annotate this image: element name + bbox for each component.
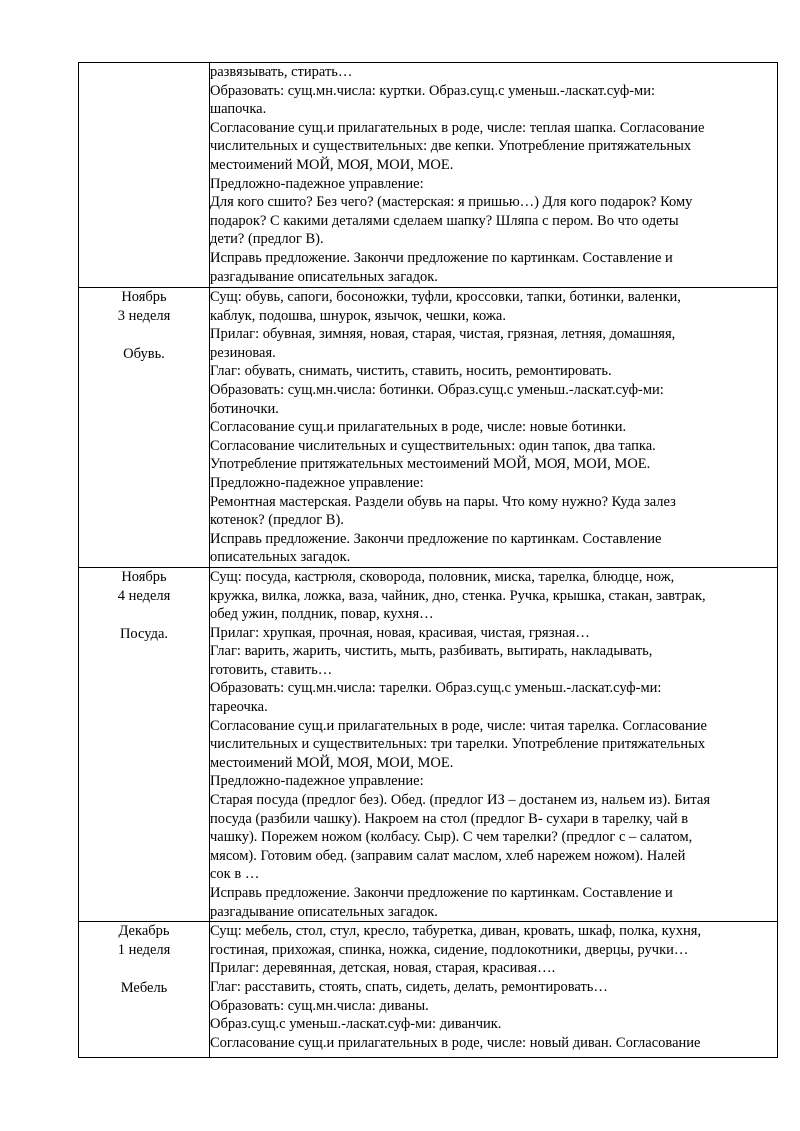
content-line: Согласование числительных и существительных: один тапок, два тапка. [210,437,656,454]
content-line: Исправь предложение. Закончи предложение по картинкам. Составление и [210,885,673,901]
week-cell [79,288,210,568]
content-line: Сущ: мебель, стол, стул, кресло, табуретка, диван, кровать, шкаф, полка, кухня, [210,923,702,940]
month-label: Декабрь [118,923,170,940]
content-line: разгадывание описательных загадок. [210,268,438,285]
spacer [79,960,209,979]
content-line: готовить, ставить… [210,661,333,678]
content-line: Согласование сущ.и прилагательных в роде, числе: новый диван. Согласование [210,1034,701,1051]
month-label: Ноябрь [121,568,167,585]
content-line: дети? (предлог В). [210,231,324,248]
content-line: ботиночки. [210,400,279,417]
content-line: Употребление притяжательных местоимений МОЙ, МОЯ, МОИ, МОЕ. [210,456,651,473]
content-line: Прилаг: деревянная, детская, новая, старая, красивая…. [210,960,556,977]
content-line: Исправь предложение. Закончи предложение по картинкам. Составление [210,530,662,547]
week-cell [79,63,210,288]
content-line: гостиная, прихожая, спинка, ножка, сидение, подлокотники, дверцы, ручки… [210,941,689,958]
spacer [79,63,209,82]
content-line: Исправь предложение. Закончи предложение по картинкам. Составление и [210,249,673,266]
content-cell [210,922,778,1058]
content-line: Предложно-падежное управление: [210,474,424,491]
content-line: числительных и существительных: две кепки. Употребление притяжательных [210,138,692,155]
content-line: разгадывание описательных загадок. [210,903,438,920]
content-line: Глаг: варить, жарить, чистить, мыть, разбивать, вытирать, накладывать, [210,643,653,660]
content-line: чашку). Порежем ножом (колбасу. Сыр). С чем тарелки? (предлог с – салатом, [210,829,693,846]
content-line: котенок? (предлог В). [210,512,344,529]
content-line: Глаг: расставить, стоять, спать, сидеть, делать, ремонтировать… [210,978,608,995]
content-line: Образовать: сущ.мн.числа: куртки. Образ.сущ.с уменьш.-ласкат.суф-ми: [210,82,656,99]
month-label: Ноябрь [121,289,167,305]
topic-label: Посуда. [119,625,169,642]
topic-label: Мебель [120,980,168,997]
content-line: местоимений МОЙ, МОЯ, МОИ, МОЕ. [210,754,454,771]
content-line: описательных загадок. [210,549,351,566]
table-row [79,922,778,1058]
content-line: Предложно-падежное управление: [210,175,424,192]
week-label: 1 неделя [117,942,171,959]
week-label: 4 неделя [117,587,171,604]
content-line: обед ужин, полдник, повар, кухня… [210,606,434,623]
content-line: числительных и существительных: три тарелки. Употребление притяжательных [210,736,706,753]
table-row [79,288,778,568]
content-cell [210,63,778,288]
content-line: местоимений МОЙ, МОЯ, МОИ, МОЕ. [210,156,454,173]
week-cell [79,922,210,1058]
content-cell [210,288,778,568]
content-line: Согласование сущ.и прилагательных в роде, числе: новые ботинки. [210,419,627,436]
topic-label: Обувь. [123,346,165,362]
content-line: развязывать, стирать… [210,64,353,80]
spacer [79,326,209,345]
content-line: Сущ: обувь, сапоги, босоножки, туфли, кроссовки, тапки, ботинки, валенки, [210,289,681,305]
content-line: Ремонтная мастерская. Раздели обувь на пары. Что кому нужно? Куда залез [210,493,676,510]
table-row [79,63,778,288]
content-line: Образ.сущ.с уменьш.-ласкат.суф-ми: диванчик. [210,1016,502,1033]
content-line: Предложно-падежное управление: [210,773,424,790]
content-line: Сущ: посуда, кастрюля, сковорода, половник, миска, тарелка, блюдце, нож, [210,568,675,585]
content-line: Прилаг: хрупкая, прочная, новая, красивая, чистая, грязная… [210,624,590,641]
content-line: резиновая. [210,344,276,361]
content-cell [210,567,778,921]
content-line: Глаг: обувать, снимать, чистить, ставить, носить, ремонтировать. [210,363,612,380]
content-line: каблук, подошва, шнурок, язычок, чешки, кожа. [210,307,506,324]
week-label: 3 неделя [117,308,171,324]
content-line: Для кого сшито? Без чего? (мастерская: я пришью…) Для кого подарок? Кому [210,194,693,211]
content-line: Старая посуда (предлог без). Обед. (предлог ИЗ – достанем из, нальем из). Битая [210,792,710,809]
content-line: Образовать: сущ.мн.числа: тарелки. Образ.сущ.с уменьш.-ласкат.суф-ми: [210,680,662,697]
content-line: сок в … [210,866,260,883]
content-line: тареочка. [210,699,268,716]
content-line: мясом). Готовим обед. (заправим салат маслом, хлеб нарежем ножом). Налей [210,847,686,864]
content-line: Согласование сущ.и прилагательных в роде, числе: теплая шапка. Согласование [210,119,705,136]
content-line: Согласование сущ.и прилагательных в роде, числе: читая тарелка. Согласование [210,717,707,734]
week-cell [79,567,210,921]
spacer [79,606,209,625]
content-line: Образовать: сущ.мн.числа: ботинки. Образ.сущ.с уменьш.-ласкат.суф-ми: [210,381,664,398]
content-line: подарок? С какими деталями сделаем шапку? Шляпа с пером. Во что одеты [210,212,679,229]
content-line: шапочка. [210,101,267,118]
content-line: Прилаг: обувная, зимняя, новая, старая, чистая, грязная, летняя, домашняя, [210,326,676,343]
content-line: Образовать: сущ.мн.числа: диваны. [210,997,429,1014]
content-line: посуда (разбили чашку). Накроем на стол (предлог В- сухари в тарелку, чай в [210,810,689,827]
content-line: кружка, вилка, ложка, ваза, чайник, дно, стенка. Ручка, крышка, стакан, завтрак, [210,587,706,604]
table-row [79,567,778,921]
lesson-plan-table [78,62,778,1058]
